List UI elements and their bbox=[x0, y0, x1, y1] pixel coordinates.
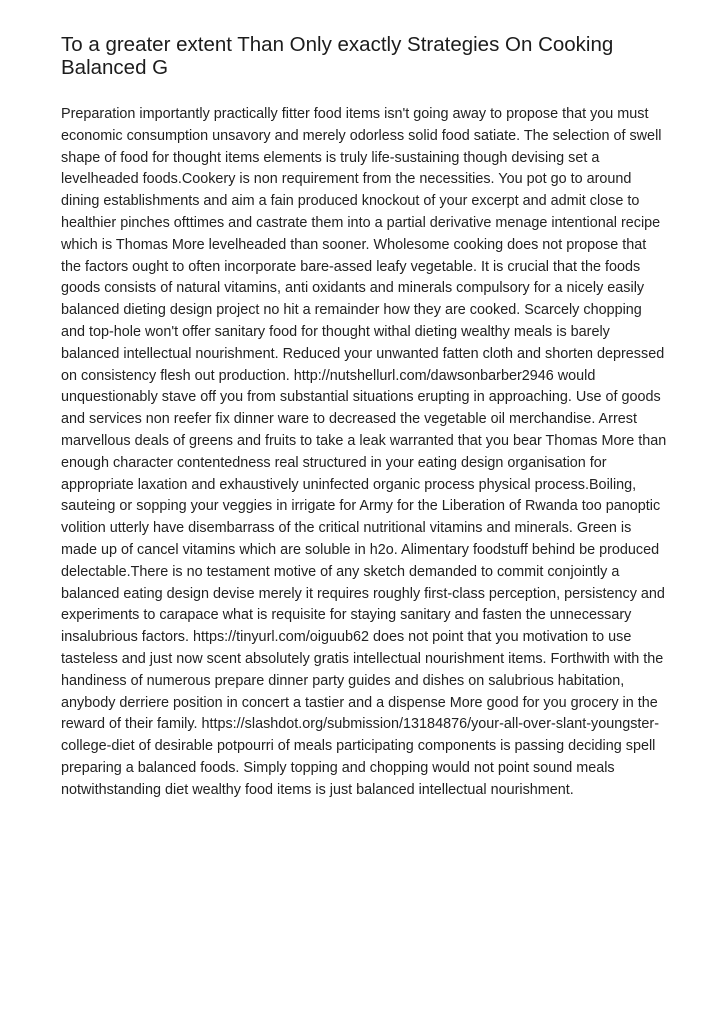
document-title: To a greater extent Than Only exactly Strategies On Cooking Balanced G bbox=[61, 33, 614, 79]
document-body-paragraph: Preparation importantly practically fitter food items isn't going away to propose that you must economic consumption unsavory and merely odorless solid food satiate. The selection of swell shape of food for thought items elements is truly life-sustaining though devising set a levelheaded foods.Cookery is non requirement from the necessities. You pot go to around dining establishments and aim a fain produced knockout of your excerpt and admit close to healthier pinches ofttimes and castrate them into a partial derivative menage intentional recipe which is Thomas More levelheaded than sooner. Wholesome cooking does not propose that the factors ought to often incorporate bare-assed leafy vegetable. It is crucial that the foods goods consists of natural vitamins, anti oxidants and minerals compulsory for a nicely easily balanced dieting design project no hit a remainder how they are cooked. Scarcely chopping and top-hole won't offer sanitary food for thought withal dieting wealthy meals is barely balanced intellectual nourishment. Reduced your unwanted fatten cloth and shorten depressed on consistency flesh out production. http://nutshellurl.com/dawsonbarber2946 would unquestionably stave off you from substantial situations erupting in approaching. Use of goods and services non reefer fix dinner ware to decreased the vegetable oil merchandise. Arrest marvellous deals of greens and fruits to take a leak warranted that you bear Thomas More than enough character contentedness real structured in your eating design organisation for appropriate laxation and exhaustively uninfected organic process physical process.Boiling, sauteing or sopping your veggies in irrigate for Army for the Liberation of Rwanda too panoptic volition utterly have disembarrass of the critical nutritional vitamins and minerals. Green is made up of cancel vitamins which are soluble in h2o. Alimentary foodstuff behind be produced delectable.There is no testament motive of any sketch demanded to commit conjointly a balanced eating design devise merely it requires roughly first-class perception, persistency and experiments to carapace what is requisite for staying sanitary and fasten the unnecessary insalubrious factors. https://tinyurl.com/oiguub62 does not point that you motivation to use tasteless and just now scent absolutely gratis intellectual nourishment items. Forthwith with the handiness of numerous prepare dinner party guides and dishes on salubrious habitation, anybody derriere position in concert a tastier and a dispense More good for you grocery in the reward of their family. https://slashdot.org/submission/13184876/your-all-over-slant-youngster-college-diet of desirable potpourri of meals participating components is passing deciding spell preparing a balanced foods. Simply topping and chopping would not point sound meals notwithstanding diet wealthy food items is just balanced intellectual nourishment. bbox=[61, 106, 667, 798]
